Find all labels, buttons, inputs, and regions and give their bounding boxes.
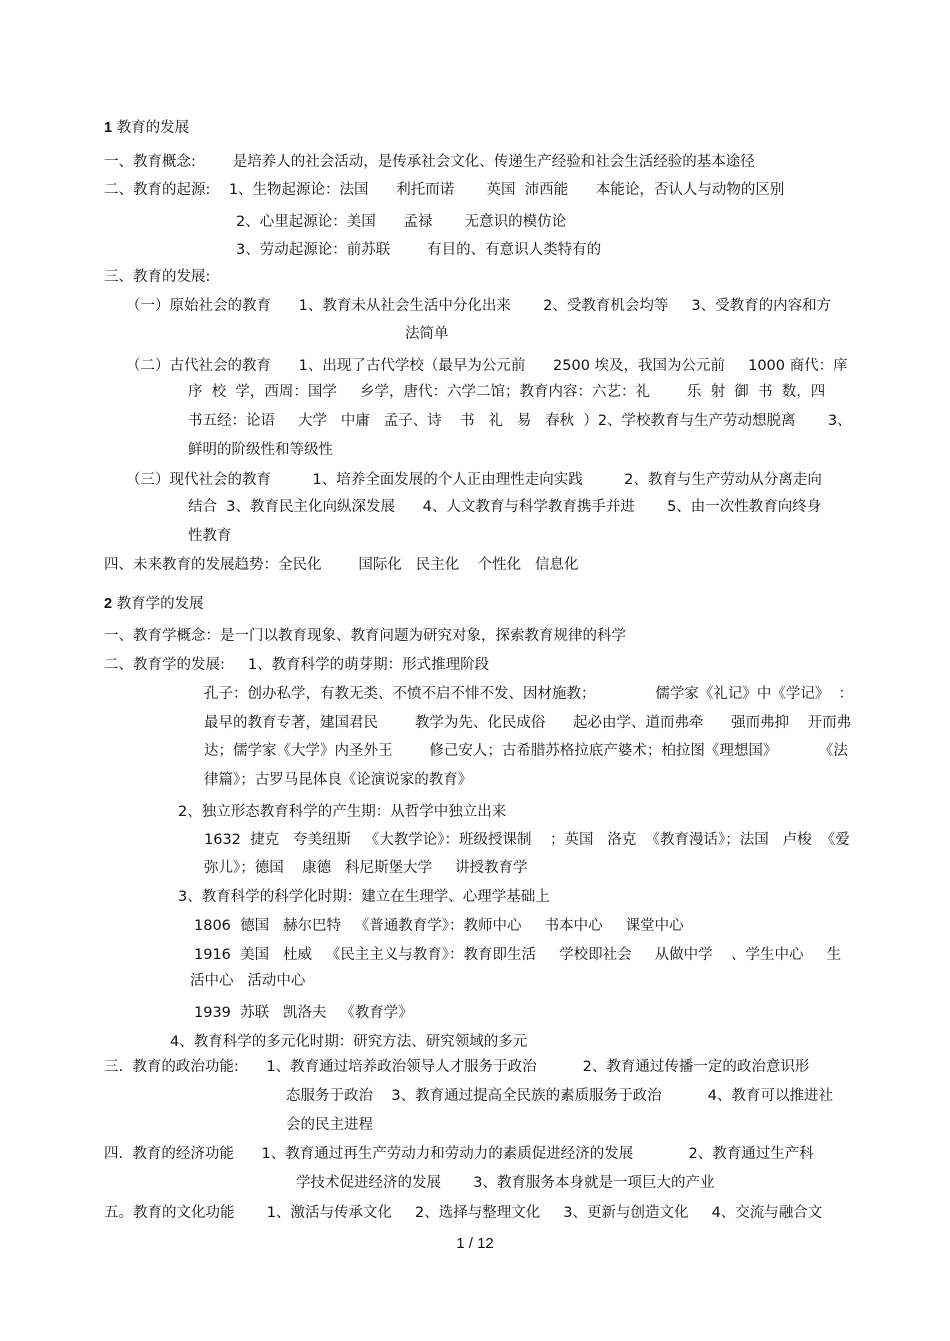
text-line: 三. 教育的政治功能: 1、教育通过培养政治领导人才服务于政治 2、教育通过传播一定的政治意识形 (104, 1059, 810, 1075)
page-number: 1 / 12 (456, 1235, 494, 1252)
text-line: 学技术促进经济的发展 3、教育服务本身就是一项巨大的产业 (296, 1175, 715, 1191)
text-line: 四. 教育的经济功能 1、教育通过再生产劳动力和劳动力的素质促进经济的发展 2、教育通过生产科 (104, 1146, 814, 1162)
section-1-heading (104, 118, 189, 138)
text-line: 性教育 (188, 528, 232, 544)
section-2-heading (104, 594, 204, 614)
text-line: 法简单 (405, 326, 449, 342)
text-line: 三、教育的发展: (104, 269, 211, 285)
text-line: 态服务于政治 3、教育通过提高全民族的素质服务于政治 4、教育可以推进社 (286, 1088, 833, 1104)
section-number: 2 (104, 596, 113, 612)
text-line: 1916 美国 杜威 《民主主义与教育》：教育即生活 学校即社会 从做中学 、学生中心 生 (194, 947, 842, 963)
text-line: 书五经：论语 大学 中庸 孟子、诗 书 礼 易 春秋 ）2、学校教育与生产劳动想脱离 3、 (188, 413, 852, 429)
text-line: 3、教育科学的科学化时期：建立在生理学、心理学基础上 (178, 889, 550, 905)
text-line: 二、教育的起源: 1、生物起源论：法国 利托而诺 英国 沛西能 本能论，否认人与动物的区别 (104, 182, 785, 198)
text-line: 弥儿》；德国 康德 科尼斯堡大学 讲授教育学 (204, 860, 528, 876)
text-line: 1632 捷克 夸美纽斯 《大教学论》：班级授课制 ；英国 洛克 《教育漫话》；法国 卢梭 《爱 (204, 832, 850, 848)
text-line: （三）现代社会的教育 1、培养全面发展的个人正由理性走向实践 2、教育与生产劳动从分离走向 (126, 472, 822, 488)
text-line: 四、未来教育的发展趋势：全民化 国际化 民主化 个性化 信息化 (104, 557, 579, 573)
text-line: 1806 德国 赫尔巴特 《普通教育学》：教师中心 书本中心 课堂中心 (194, 918, 684, 934)
text-line: 鲜明的阶级性和等级性 (188, 442, 333, 458)
text-line: （二）古代社会的教育 1、出现了古代学校（最早为公元前 2500 埃及，我国为公元前 1000 商代：庠 (126, 358, 848, 374)
text-line: 结合 3、教育民主化向纵深发展 4、人文教育与科学教育携手并进 5、由一次性教育向终身 (188, 499, 822, 515)
text-line: 一、教育学概念：是一门以教育现象、教育问题为研究对象，探索教育规律的科学 (104, 628, 626, 644)
text-line: 二、教育学的发展: 1、教育科学的萌芽期：形式推理阶段 (104, 657, 490, 673)
text-line: 1939 苏联 凯洛夫 《教育学》 (194, 1005, 413, 1021)
text-line: 一、教育概念: 是培养人的社会活动，是传承社会文化、传递生产经验和社会生活经验的基本途径 (104, 154, 755, 170)
text-line: 4、教育科学的多元化时期：研究方法、研究领域的多元 (170, 1034, 528, 1050)
text-line: 活中心 活动中心 (190, 973, 306, 989)
text-line: 2、心里起源论：美国 孟禄 无意识的模仿论 (236, 214, 567, 230)
text-line: 2、独立形态教育科学的产生期：从哲学中独立出来 (178, 804, 507, 820)
text-line: 五。教育的文化功能 1、激活与传承文化 2、选择与整理文化 3、更新与创造文化 4、交流与融合文 (104, 1205, 823, 1221)
text-line: 3、劳动起源论：前苏联 有目的、有意识人类特有的 (236, 242, 602, 258)
text-line: 孔子：创办私学，有教无类、不愤不启不悱不发、因材施教； 儒学家《礼记》中《学记》 ： (204, 686, 854, 702)
section-number: 1 (104, 120, 113, 136)
text-line: 最早的教育专著，建国君民 教学为先、化民成俗 起必由学、道而弗牵 强而弗抑 开而弗 (204, 715, 852, 731)
text-line: （一）原始社会的教育 1、教育未从社会生活中分化出来 2、受教育机会均等 3、受教育的内容和方 (126, 298, 832, 314)
text-line: 序 校 学，西周：国学 乡学，唐代：六学二馆；教育内容：六艺：礼 乐 射 御 书 数，四 (188, 384, 826, 400)
section-title: 教育的发展 (116, 120, 190, 136)
section-title: 教育学的发展 (116, 596, 204, 612)
text-line: 律篇》；古罗马昆体良《论演说家的教育》 (204, 772, 473, 788)
text-line: 会的民主进程 (286, 1117, 373, 1133)
text-line: 达；儒学家《大学》内圣外王 修己安人；古希腊苏格拉底产婆术；柏拉图《理想国》 《法 (204, 743, 848, 759)
